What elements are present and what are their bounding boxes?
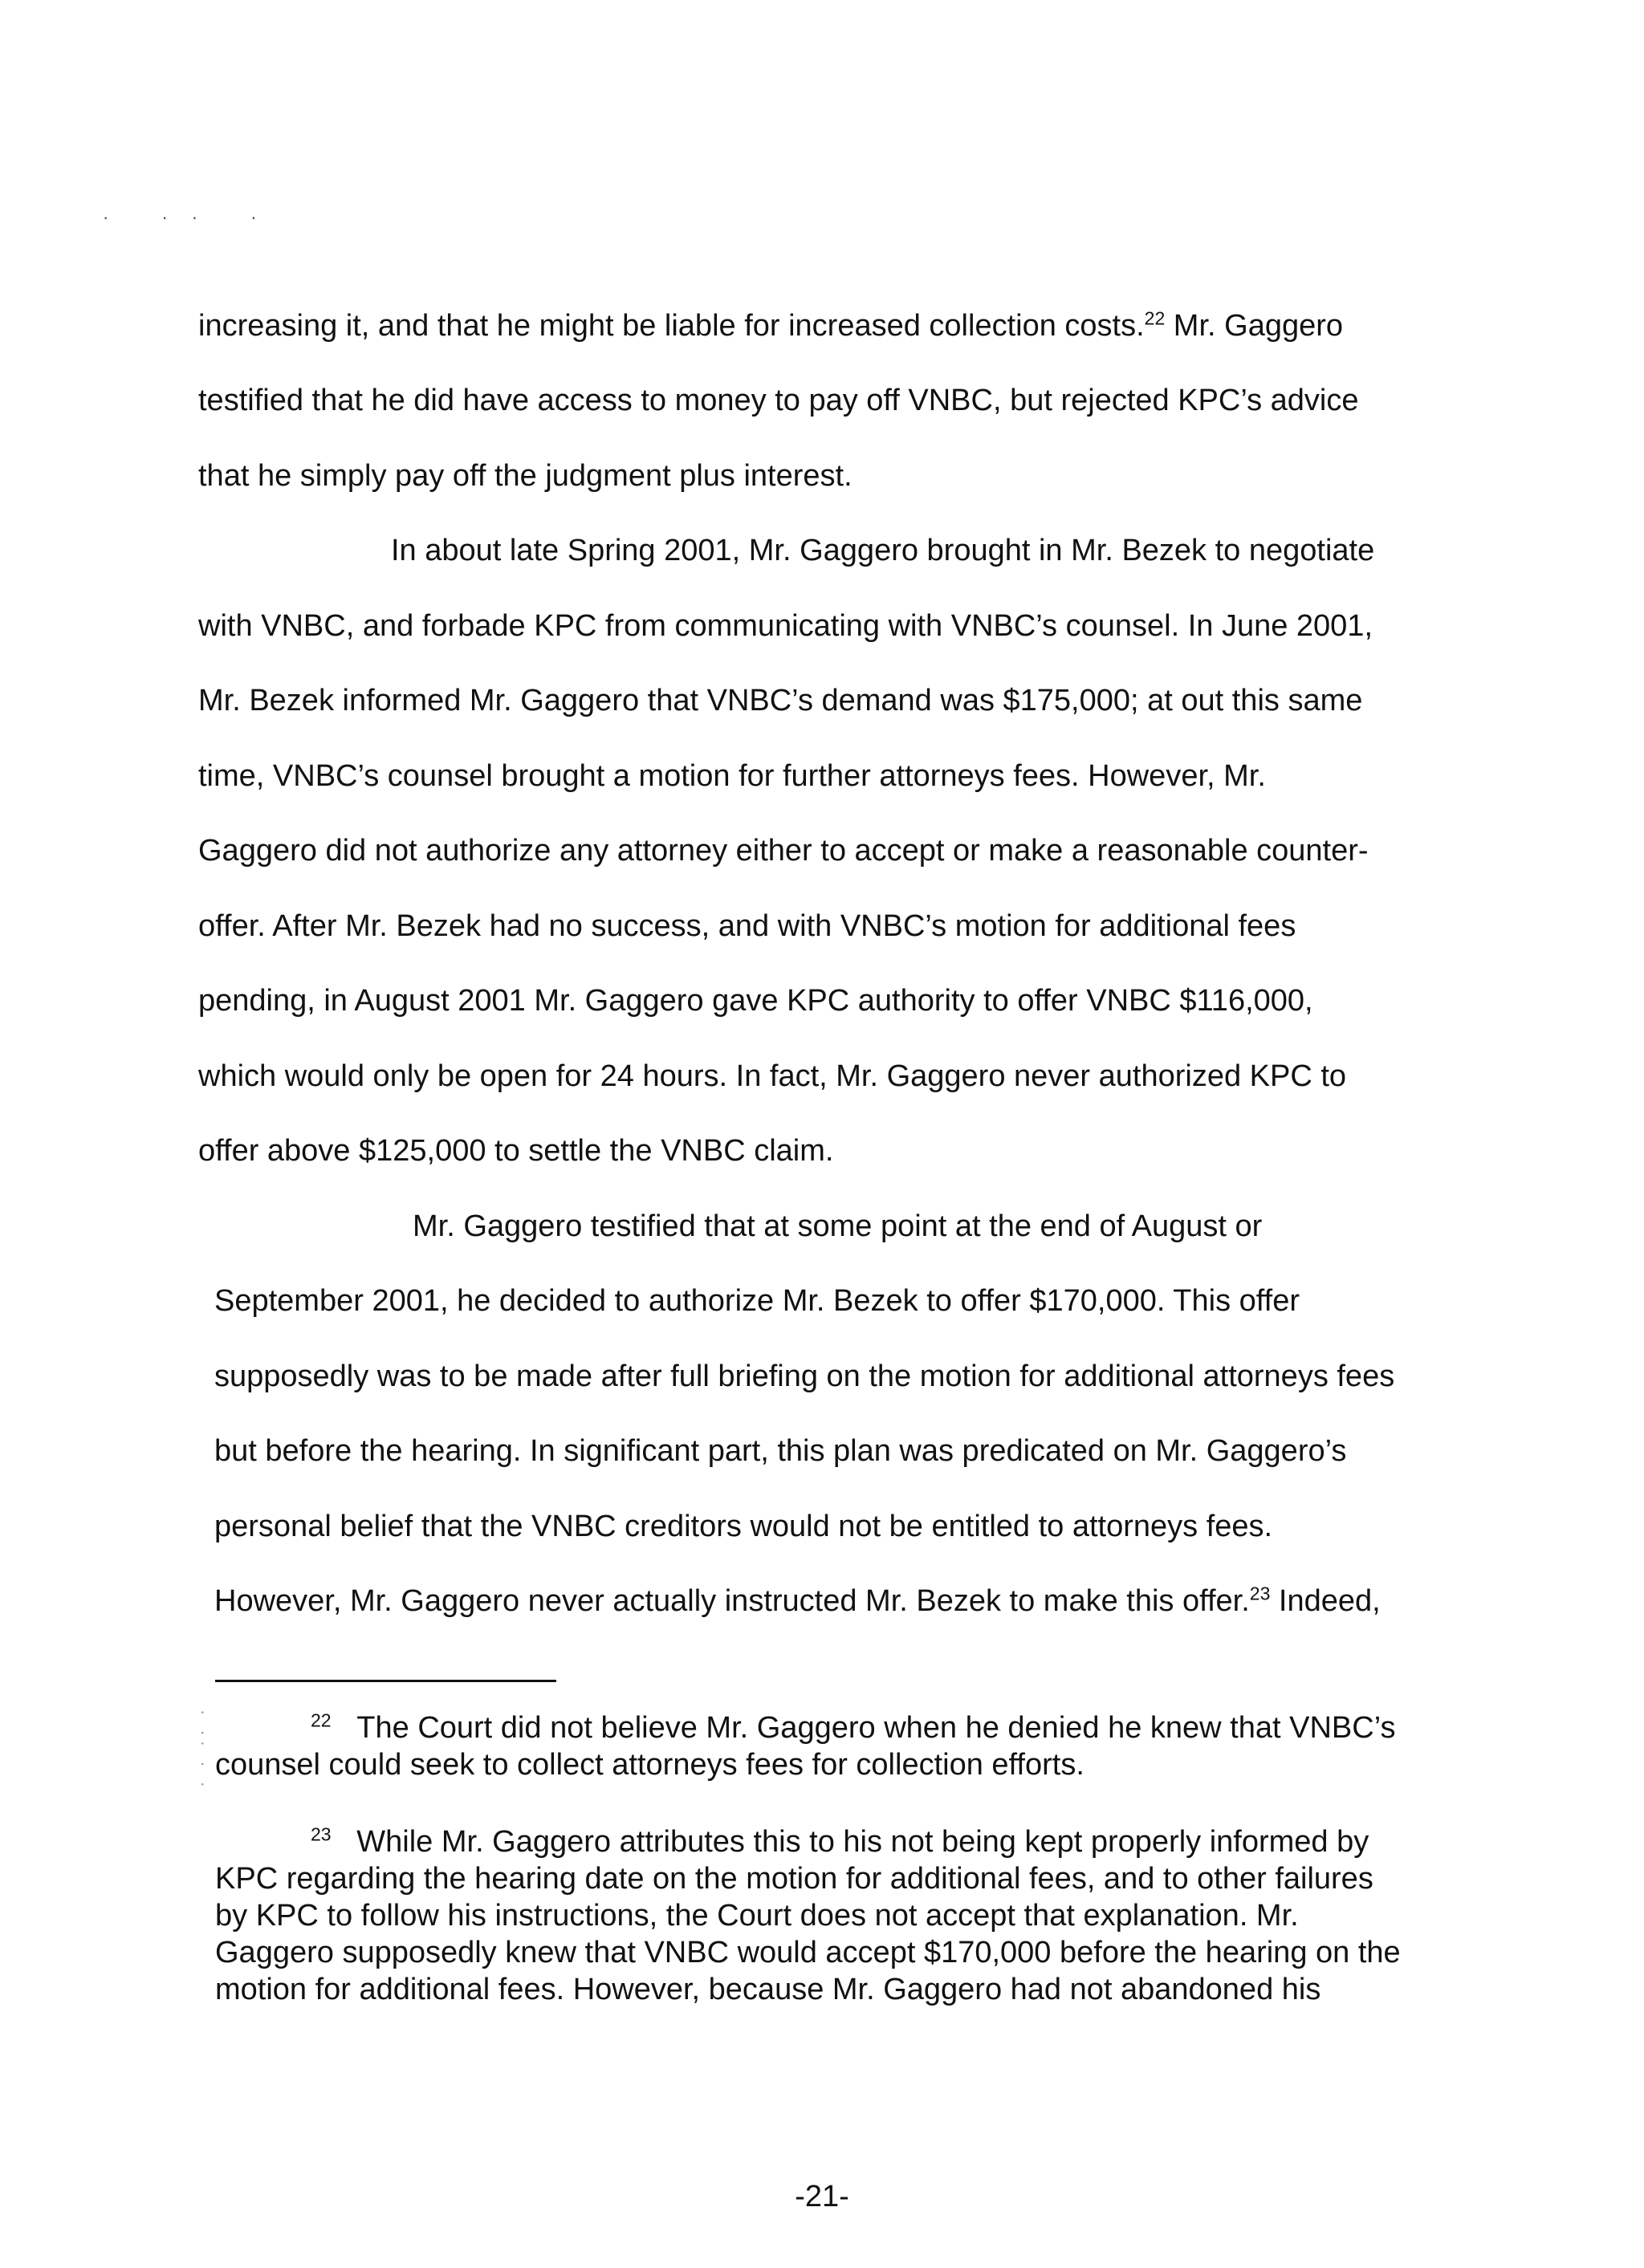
body-line-11: which would only be open for 24 hours. In fact, Mr. Gaggero never authorized KPC to — [198, 1059, 1347, 1093]
body-line-7: time, VNBC’s counsel brought a motion for further attorneys fees. However, Mr. — [198, 759, 1266, 793]
scan-artifact-stamp: · ·· · · — [193, 1709, 214, 1792]
footnote-22-line-1: $^{22}$ The Court did not believe Mr. Gaggero when he denied he knew that VNBC’s — [311, 1709, 1396, 1745]
body-line-18: However, Mr. Gaggero never actually instructed Mr. Bezek to make this offer.$^{23}$ Indeed, — [214, 1583, 1381, 1618]
body-line-8: Gaggero did not authorize any attorney either to accept or make a reasonable counter- — [198, 834, 1369, 868]
footnote-23-line-3: by KPC to follow his instructions, the Court does not accept that explanation. Mr. — [215, 1899, 1299, 1933]
body-line-1: increasing it, and that he might be liable for increased collection costs.$^{22}$ Mr. Gaggero — [198, 307, 1344, 343]
body-line-5: with VNBC, and forbade KPC from communicating with VNBC’s counsel. In June 2001, — [198, 609, 1373, 643]
body-line-17: personal belief that the VNBC creditors would not be entitled to attorneys fees. — [214, 1510, 1273, 1543]
footnote-23-line-2: KPC regarding the hearing date on the motion for additional fees, and to other failures — [215, 1862, 1373, 1896]
footnote-22-mark: 22 — [311, 1709, 332, 1731]
body-line-2: testified that he did have access to money to pay off VNBC, but rejected KPC’s advice — [198, 384, 1359, 417]
body-line-6: Mr. Bezek informed Mr. Gaggero that VNBC’s demand was $175,000; at out this same — [198, 684, 1363, 717]
body-line-14: September 2001, he decided to authorize Mr. Bezek to offer $170,000. This offer — [214, 1284, 1300, 1318]
footnote-23-mark: 23 — [311, 1823, 332, 1845]
footnote-23-line-5: motion for additional fees. However, because Mr. Gaggero had not abandoned his — [215, 1973, 1321, 2006]
body-line-3: that he simply pay off the judgment plus interest. — [198, 459, 853, 493]
body-line-15: supposedly was to be made after full briefing on the motion for additional attorneys fees — [214, 1360, 1395, 1393]
body-line-13: Mr. Gaggero testified that at some point at the end of August or — [413, 1209, 1263, 1243]
footnote-ref-23[interactable]: 23 — [1249, 1583, 1271, 1604]
page-number: -21- — [795, 2180, 849, 2213]
footnote-23-line-1: $^{23}$ While Mr. Gaggero attributes this to his not being kept properly informed by — [311, 1823, 1369, 1859]
body-line-4: In about late Spring 2001, Mr. Gaggero brought in Mr. Bezek to negotiate — [391, 534, 1375, 567]
body-line-10: pending, in August 2001 Mr. Gaggero gave KPC authority to offer VNBC $116,000, — [198, 984, 1313, 1018]
scan-speck: · ·· · — [103, 207, 281, 227]
body-line-16: but before the hearing. In significant part, this plan was predicated on Mr. Gaggero’s — [214, 1434, 1347, 1468]
body-line-9: offer. After Mr. Bezek had no success, and with VNBC’s motion for additional fees — [198, 909, 1296, 943]
footnote-separator — [215, 1680, 556, 1682]
footnote-22-line-2: counsel could seek to collect attorneys fees for collection efforts. — [215, 1748, 1084, 1782]
footnote-23-line-4: Gaggero supposedly knew that VNBC would accept $170,000 before the hearing on the — [215, 1936, 1401, 1969]
footnote-ref-22[interactable]: 22 — [1144, 307, 1166, 329]
body-line-12: offer above $125,000 to settle the VNBC claim. — [198, 1134, 834, 1168]
